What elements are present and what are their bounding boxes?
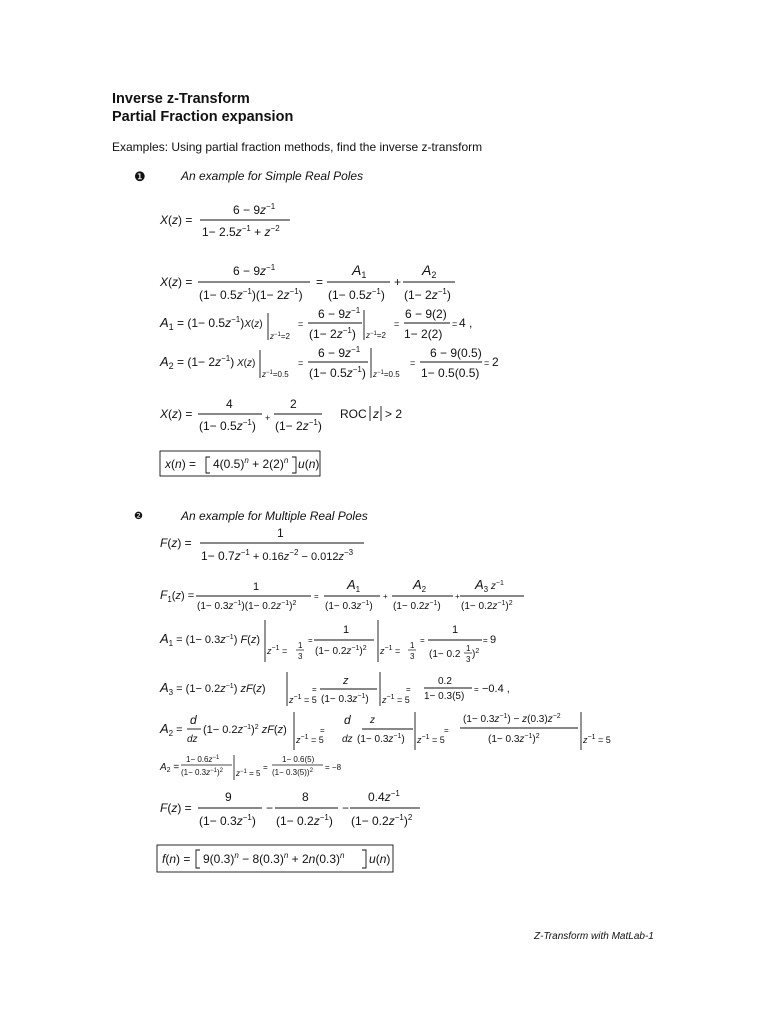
- svg-text:=: =: [452, 319, 458, 329]
- svg-text:9(0.3)n − 8(0.3)n + 2n(0.3)n: $9(0.3)^n - 8(0.3)^n + 2n(0.3)^n$: [203, 851, 345, 866]
- svg-text:z: z: [370, 715, 375, 726]
- svg-text:(1− 0.3(5))2: $(1- 0.3(5))^2$: [272, 768, 313, 777]
- intro-text: Examples: Using partial fraction methods, find the inverse z-transform: [112, 140, 483, 154]
- svg-text:A1 = (1− 0.5z−1)X(z): $A_1 = (1- 0.5z^{-1})X(z)$: [160, 315, 263, 332]
- svg-text:+: +: [265, 413, 271, 423]
- svg-text:(1− 0.3z−1): $(1- 0.3z^{-1})$: [199, 813, 256, 828]
- svg-text:1− 2.5z−1 + z−2: $1- 2.5z^{-1} + z^{-2}$: [202, 224, 280, 239]
- svg-text:(1− 0.3z−1)2: $(1- 0.3z^{-1})^2$: [181, 768, 223, 777]
- svg-text:f(n) =: f(n) =: [162, 852, 191, 866]
- svg-text:A2 =: $A_2$ =: [160, 762, 180, 774]
- svg-text:3: 3: [466, 655, 471, 664]
- svg-text:2: 2: [290, 397, 297, 411]
- svg-text:(1− 0.2z−1)2: $(1- 0.2z^{-1})^2$: [315, 645, 367, 657]
- svg-text:1: 1: [343, 624, 350, 636]
- svg-text:=: =: [308, 636, 313, 645]
- svg-text:z−1 = 5: $z^{-1} = 5$: [296, 734, 324, 745]
- example1-label: An example for Simple Real Poles: [181, 169, 364, 183]
- svg-text:1− 0.6(5): 1− 0.6(5): [282, 755, 315, 764]
- svg-text:z−1=2: $z^{-1}=2$: [366, 331, 386, 340]
- eq-a3-example2: [159, 672, 510, 706]
- svg-text:3: 3: [410, 652, 415, 661]
- svg-text:z−1 = 5: $z^{-1} = 5$: [417, 734, 445, 745]
- svg-text:(1− 0.2: (1− 0.2: [429, 649, 461, 660]
- svg-text:8: 8: [302, 790, 309, 804]
- svg-text:=: =: [312, 685, 317, 694]
- svg-text:1: 1: [253, 581, 260, 593]
- svg-text:1− 0.7z−1 + 0.16z−2 − 0.012z−3: $1- 0.7z^{-1} + 0.16z^{-2} - 0.012z^{-3}$: [201, 548, 354, 563]
- svg-text:=: =: [484, 358, 490, 368]
- svg-text:3: 3: [298, 652, 303, 661]
- svg-text:=: =: [444, 726, 449, 735]
- svg-text:A1: $A_1$: [347, 577, 361, 594]
- page-footer: Z-Transform with MatLab-1: [534, 931, 654, 942]
- svg-text:A1 = (1− 0.3z−1) F(z): $A_1 = (1- 0.3z^{-1})$ F(z): [160, 631, 261, 648]
- svg-text:+: +: [394, 275, 402, 289]
- svg-text:1: 1: [410, 641, 415, 650]
- svg-text:z−1 = 5: $z^{-1} = 5$: [583, 734, 611, 745]
- svg-text:=: =: [474, 685, 479, 694]
- svg-text:6 − 9z−1: $6 - 9z^{-1}$: [233, 263, 276, 278]
- svg-text:(1− 0.3z−1): $(1- 0.3z^{-1})$: [325, 600, 373, 612]
- svg-text:X(z) =: X(z) =: [160, 275, 193, 289]
- svg-text:z−1 =: $z^{-1}$ =: [267, 645, 288, 656]
- svg-text:(1− 0.5z−1): $(1- 0.5z^{-1})$: [309, 365, 366, 380]
- svg-text:z−1 = 5: $z^{-1} = 5$: [289, 694, 317, 705]
- svg-text:=: =: [316, 275, 324, 289]
- svg-text:(1− 0.5z−1)(1− 2z−1): $(1- 0.5z^{-1})(1- 2z^{-1})$: [199, 287, 303, 302]
- svg-text:9: 9: [490, 634, 497, 646]
- svg-text:1− 2(2): 1− 2(2): [404, 327, 443, 341]
- svg-text:x(n) =: x(n) =: [165, 457, 197, 471]
- svg-text:z−1 = 5: $z^{-1} = 5$: [236, 769, 261, 778]
- svg-text:(1− 0.2z−1)2 zF(z): $(1- 0.2z^{-1})^2$ zF(z): [203, 724, 287, 736]
- svg-text:(1− 2z−1): $(1- 2z^{-1})$: [309, 326, 356, 341]
- svg-text:(1− 0.3z−1): $(1- 0.3z^{-1})$: [321, 693, 369, 705]
- svg-text:=: =: [483, 636, 488, 645]
- eq-a2-example2: [159, 712, 611, 750]
- svg-text:4: 4: [226, 397, 233, 411]
- svg-text:z−1 = 5: $z^{-1} = 5$: [382, 694, 410, 705]
- svg-text:(1− 0.3z−1)(1− 0.2z−1)2: $(1- 0.3z^{-1})(1- 0.2z^{-1})^2$: [197, 600, 297, 612]
- svg-text:u(n): u(n): [298, 457, 320, 471]
- eq-a1-example2: [159, 620, 496, 664]
- number-two-icon: ❷: [134, 511, 143, 522]
- svg-text:−0.4 ,: −0.4 ,: [482, 683, 510, 695]
- svg-text:(1− 0.3z−1)2: $(1- 0.3z^{-1})^2$: [488, 733, 540, 745]
- svg-text:z: z: [343, 675, 349, 687]
- svg-text:F1(z) =: $F_1(z)$ =: [160, 588, 195, 604]
- svg-text:1: 1: [466, 644, 471, 653]
- svg-text:(1− 0.5z−1): $(1- 0.5z^{-1})$: [328, 287, 385, 302]
- eq-f-result: [160, 789, 420, 828]
- eq-f-definition: [160, 526, 364, 563]
- svg-text:(1− 0.2z−1): $(1- 0.2z^{-1})$: [393, 600, 441, 612]
- eq-f-factored: [160, 577, 524, 612]
- svg-text:2: 2: [492, 355, 499, 369]
- svg-text:(1− 0.3z−1): $(1- 0.3z^{-1})$: [357, 733, 405, 745]
- svg-text:d: d: [190, 713, 197, 727]
- svg-text:6 − 9(2): 6 − 9(2): [405, 307, 447, 321]
- eq-a2-value-example2: [159, 755, 342, 780]
- svg-text:4 ,: 4 ,: [459, 316, 473, 330]
- svg-text:=: =: [420, 636, 425, 645]
- svg-text:−: −: [266, 801, 274, 815]
- boxed-result-example2: [157, 845, 393, 872]
- svg-text:=: =: [314, 592, 319, 601]
- title-line-2: Partial Fraction expansion: [112, 109, 294, 125]
- svg-text:(1− 0.2z−1)2: $(1- 0.2z^{-1})^2$: [461, 600, 513, 612]
- svg-text:A2 =: $A_2$ =: [160, 721, 183, 738]
- svg-text:1: 1: [452, 624, 459, 636]
- svg-text:(1− 0.2z−1)2: $(1- 0.2z^{-1})^2$: [351, 813, 413, 828]
- number-one-icon: ❶: [134, 169, 146, 184]
- svg-text:> 2: > 2: [385, 407, 403, 421]
- svg-text:X(z) =: X(z) =: [160, 407, 193, 421]
- example2-label: An example for Multiple Real Poles: [181, 509, 368, 523]
- svg-text:1− 0.5(0.5): 1− 0.5(0.5): [421, 366, 480, 380]
- svg-text:6 − 9z−1: $6 - 9z^{-1}$: [318, 306, 361, 321]
- svg-text:0.2: 0.2: [438, 676, 452, 687]
- svg-text:A3 = (1− 0.2z−1) zF(z): $A_3 = (1- 0.2z^{-1})$ zF(z): [160, 680, 266, 697]
- svg-text:X(z) =: X(z) =: [160, 213, 193, 227]
- svg-text:(1− 2z−1): $(1- 2z^{-1})$: [404, 287, 451, 302]
- svg-text:d: d: [344, 713, 351, 727]
- svg-text:=: =: [298, 358, 304, 368]
- svg-text:1− 0.3(5): 1− 0.3(5): [424, 691, 465, 702]
- svg-text:=: =: [410, 358, 416, 368]
- svg-text:ROC: ROC: [340, 407, 367, 421]
- svg-text:=: =: [298, 319, 304, 329]
- svg-text:6 − 9(0.5): 6 − 9(0.5): [430, 346, 482, 360]
- svg-text:−: −: [342, 801, 350, 815]
- svg-text:= −8: = −8: [325, 763, 342, 772]
- svg-text:=: =: [406, 685, 411, 694]
- svg-text:=: =: [394, 319, 400, 329]
- svg-text:dz: dz: [342, 734, 353, 745]
- svg-text:)2: )$^2$: [472, 648, 480, 660]
- svg-text:1: 1: [298, 641, 303, 650]
- svg-text:+: +: [455, 592, 460, 601]
- svg-text:1: 1: [277, 526, 284, 540]
- svg-text:A2 = (1− 2z−1) X(z): $A_2 = (1- 2z^{-1})$ X(z): [160, 354, 256, 371]
- svg-text:4(0.5)n + 2(2)n: $4(0.5)^n + 2(2)^n$: [213, 456, 289, 471]
- svg-text:(1− 0.3z−1) − z(0.3)z−2: $(1- 0.3z^{-1}) - z(0.3)z^{-2}$: [463, 713, 561, 725]
- svg-text:z−1=0.5: $z^{-1}=0.5$: [373, 370, 400, 379]
- svg-text:9: 9: [225, 790, 232, 804]
- svg-text:0.4z−1: $0.4z^{-1}$: [368, 789, 400, 804]
- svg-text:A3 z−1: $A_3$ $^{z-1}$: [475, 577, 504, 594]
- svg-text:A2: $A_2$: [413, 577, 427, 594]
- svg-text:dz: dz: [187, 734, 198, 745]
- title-line-1: Inverse z-Transform: [112, 91, 250, 107]
- svg-text:(1− 2z−1): $(1- 2z^{-1})$: [275, 418, 322, 433]
- svg-text:A2: $A_2$: [422, 262, 437, 280]
- svg-text:(1− 0.2z−1): $(1- 0.2z^{-1})$: [276, 813, 333, 828]
- svg-text:=: =: [263, 763, 268, 772]
- svg-text:6 − 9z−1: $6 - 9z^{-1}$: [318, 345, 361, 360]
- svg-text:z−1=2: $z^{-1}=2$: [270, 332, 290, 341]
- svg-text:z−1=0.5: $z^{-1}=0.5$: [262, 370, 289, 379]
- svg-text:z: z: [373, 407, 379, 421]
- svg-text:z−1 =: $z^{-1}$ =: [380, 645, 401, 656]
- svg-text:F(z) =: F(z) =: [160, 536, 192, 550]
- svg-text:1− 0.6z−1: $1- 0.6z^{-1}$: [186, 755, 220, 764]
- svg-text:(1− 0.5z−1): $(1- 0.5z^{-1})$: [199, 418, 256, 433]
- svg-text:+: +: [383, 592, 388, 601]
- svg-text:u(n): u(n): [369, 852, 391, 866]
- svg-text:A1: $A_1$: [352, 262, 367, 280]
- svg-text:F(z) =: F(z) =: [160, 801, 192, 815]
- svg-text:=: =: [320, 726, 325, 735]
- svg-text:6 − 9z−1: $6 - 9z^{-1}$: [233, 202, 276, 217]
